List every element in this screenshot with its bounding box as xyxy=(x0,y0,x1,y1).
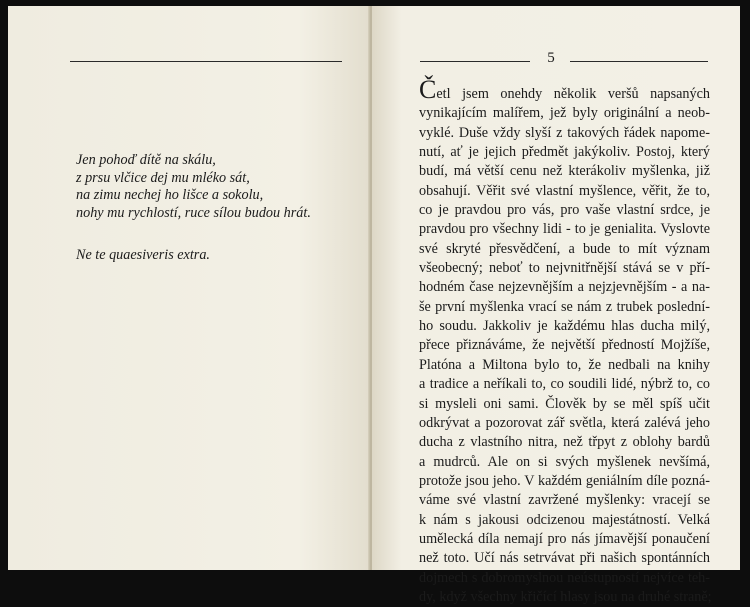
body-line: k nám s jakousi odcizenou majestátností. Velká xyxy=(419,511,710,528)
poem-line: Jen pohoď dítě na skálu, xyxy=(76,152,216,168)
body-line: vyklé. Duše vždy slyší z takových řádek napome- xyxy=(419,124,710,141)
book-spread xyxy=(8,6,740,605)
body-line: obsahují. Věřit své vlastní myšlence, věřit, že to, xyxy=(419,182,710,199)
body-line: než toto. Učí nás setrvávat při našich spontánních xyxy=(419,550,710,567)
body-line: Platóna a Miltona bylo to, že nedbali na knihy xyxy=(419,356,710,373)
body-line: všeobecný; neboť to nejvnitřnější stává se v pří- xyxy=(419,260,710,277)
body-text xyxy=(419,75,712,607)
body-line: své skryté přesvědčení, a bude to mít význam xyxy=(419,240,710,257)
body-line: a mudrců. Ale on si svých myšlenek nevšímá, xyxy=(419,453,710,470)
body-line-first xyxy=(419,75,710,104)
body-line: ducha z vlastního nitra, než třpyt z oblohy bardů xyxy=(419,434,710,451)
body-line: budí, má větší cenu než kterákoliv myšlenka, již xyxy=(419,163,710,180)
latin-motto: Ne te quaesiveris extra. xyxy=(76,247,210,263)
poem-line: z prsu vlčice dej mu mléko sát, xyxy=(76,169,250,186)
poem-line: nohy mu rychlostí, ruce sílou budou hrát. xyxy=(76,204,311,221)
header-rule-left xyxy=(420,61,530,62)
first-line-text: etl jsem onehdy několik veršů napsaných xyxy=(436,86,710,102)
body-line: še první myšlenka vrací se nám z trubek poslední- xyxy=(419,298,710,315)
page-number: 5 xyxy=(547,50,555,66)
body-line: odkrývat a pozorovat zář světla, která zalévá jeho xyxy=(419,414,710,431)
right-page xyxy=(372,6,740,605)
header-rule-right xyxy=(570,61,708,62)
body-line: a tradice a neříkali to, co soudili lidé, nýbrž to, co xyxy=(419,376,710,393)
body-line: co je pravdou pro vás, pro vaše vlastní srdce, je xyxy=(419,202,710,219)
body-line: váme své vlastní zavržené myšlenky: vracejí se xyxy=(419,492,710,509)
body-line: dy, když všechny křičící hlasy jsou na druhé straně; xyxy=(419,588,712,605)
body-line: protože jsou jeho. V každém geniálním díle pozná- xyxy=(419,472,710,489)
body-line: si mysleli oni sami. Člověk by se měl spíš učit xyxy=(419,395,710,412)
body-line: umělecká díla nemají pro nás jímavější ponaučení xyxy=(419,530,710,547)
body-line: vynikajícím malířem, jež byly originální a neob- xyxy=(419,105,710,122)
body-line: nutí, ať je jejich předmět jakýkoliv. Postoj, který xyxy=(419,144,710,161)
body-line: dojmech s dobromyslnou neústupností nejvíce teh- xyxy=(419,569,710,586)
left-page xyxy=(8,6,372,570)
header-rule xyxy=(70,61,342,62)
body-line: ho soudu. Jakkoliv je každému hlas ducha milý, xyxy=(419,318,710,335)
body-line: přece přiznáváme, že největší předností Mojžíše, xyxy=(419,337,710,354)
poem-line: na zimu nechej ho lišce a sokolu, xyxy=(76,187,264,203)
body-line: hodném čase nejzevnějším a nejzjevnějším - a na- xyxy=(419,279,710,296)
body-line: pravdou pro všechny lidi - to je genialita. Vyslovte xyxy=(419,221,710,238)
drop-cap-initial: Č xyxy=(419,75,437,104)
poem xyxy=(76,152,311,222)
